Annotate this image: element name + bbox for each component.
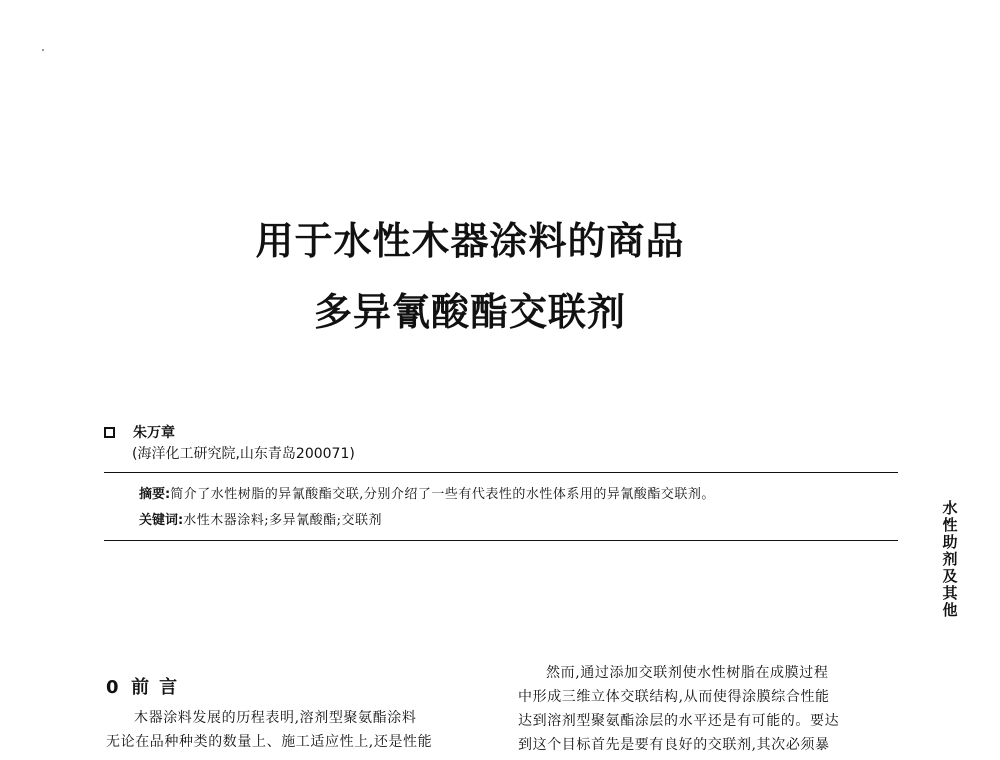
author-name: 朱万章: [133, 425, 175, 441]
side-tab-char: 水: [942, 499, 958, 517]
section-heading: [106, 676, 491, 700]
side-tab-char: 剂: [942, 550, 958, 568]
side-tab-char: 助: [942, 533, 958, 551]
abstract-label: 摘要:: [139, 487, 171, 502]
body-text-line: 木器涂料发展的历程表明,溶剂型聚氨酯涂料: [134, 710, 417, 726]
keywords-line: [139, 511, 715, 531]
keywords-text: 水性木器涂料;多异氰酸酯;交联剂: [183, 513, 382, 528]
section-title: 前言: [131, 677, 188, 698]
side-tab-char: 性: [942, 516, 958, 534]
side-tab-char: 其: [942, 584, 958, 602]
body-text-line: 无论在品种种类的数量上、施工适应性上,还是性能: [106, 734, 433, 750]
scan-speck: [42, 49, 44, 51]
side-tab-char: 及: [942, 567, 958, 585]
body-text-line: 然而,通过添加交联剂使水性树脂在成膜过程: [546, 665, 829, 681]
title-line-2: 多异氰酸酯交联剂: [313, 290, 626, 334]
right-column: [518, 661, 903, 757]
section-number: 0: [106, 677, 120, 698]
body-text-line: 到这个目标首先是要有良好的交联剂,其次必须暴: [518, 737, 830, 753]
abstract-bottom-rule: [104, 540, 898, 541]
abstract-text: 简介了水性树脂的异氰酸酯交联,分别介绍了一些有代表性的水性体系用的异氰酸酯交联剂。: [170, 487, 715, 502]
abstract-line: [139, 485, 715, 505]
keywords-label: 关键词:: [139, 513, 184, 528]
body-text-line: 达到溶剂型聚氨酯涂层的水平还是有可能的。要达: [518, 713, 840, 729]
abstract-block: [139, 485, 715, 531]
side-tab-char: 他: [942, 601, 958, 619]
left-column: [106, 676, 491, 754]
body-text-line: 中形成三维立体交联结构,从而使得涂膜综合性能: [518, 689, 830, 705]
abstract-top-rule: [104, 472, 898, 473]
author-line: [104, 421, 355, 443]
title-line-1: 用于水性木器涂料的商品: [255, 219, 685, 263]
author-affiliation: (海洋化工研究院,山东青岛200071): [132, 446, 355, 462]
side-section-tab: [940, 500, 960, 619]
author-block: [104, 421, 355, 463]
square-bullet-icon: [104, 427, 115, 438]
